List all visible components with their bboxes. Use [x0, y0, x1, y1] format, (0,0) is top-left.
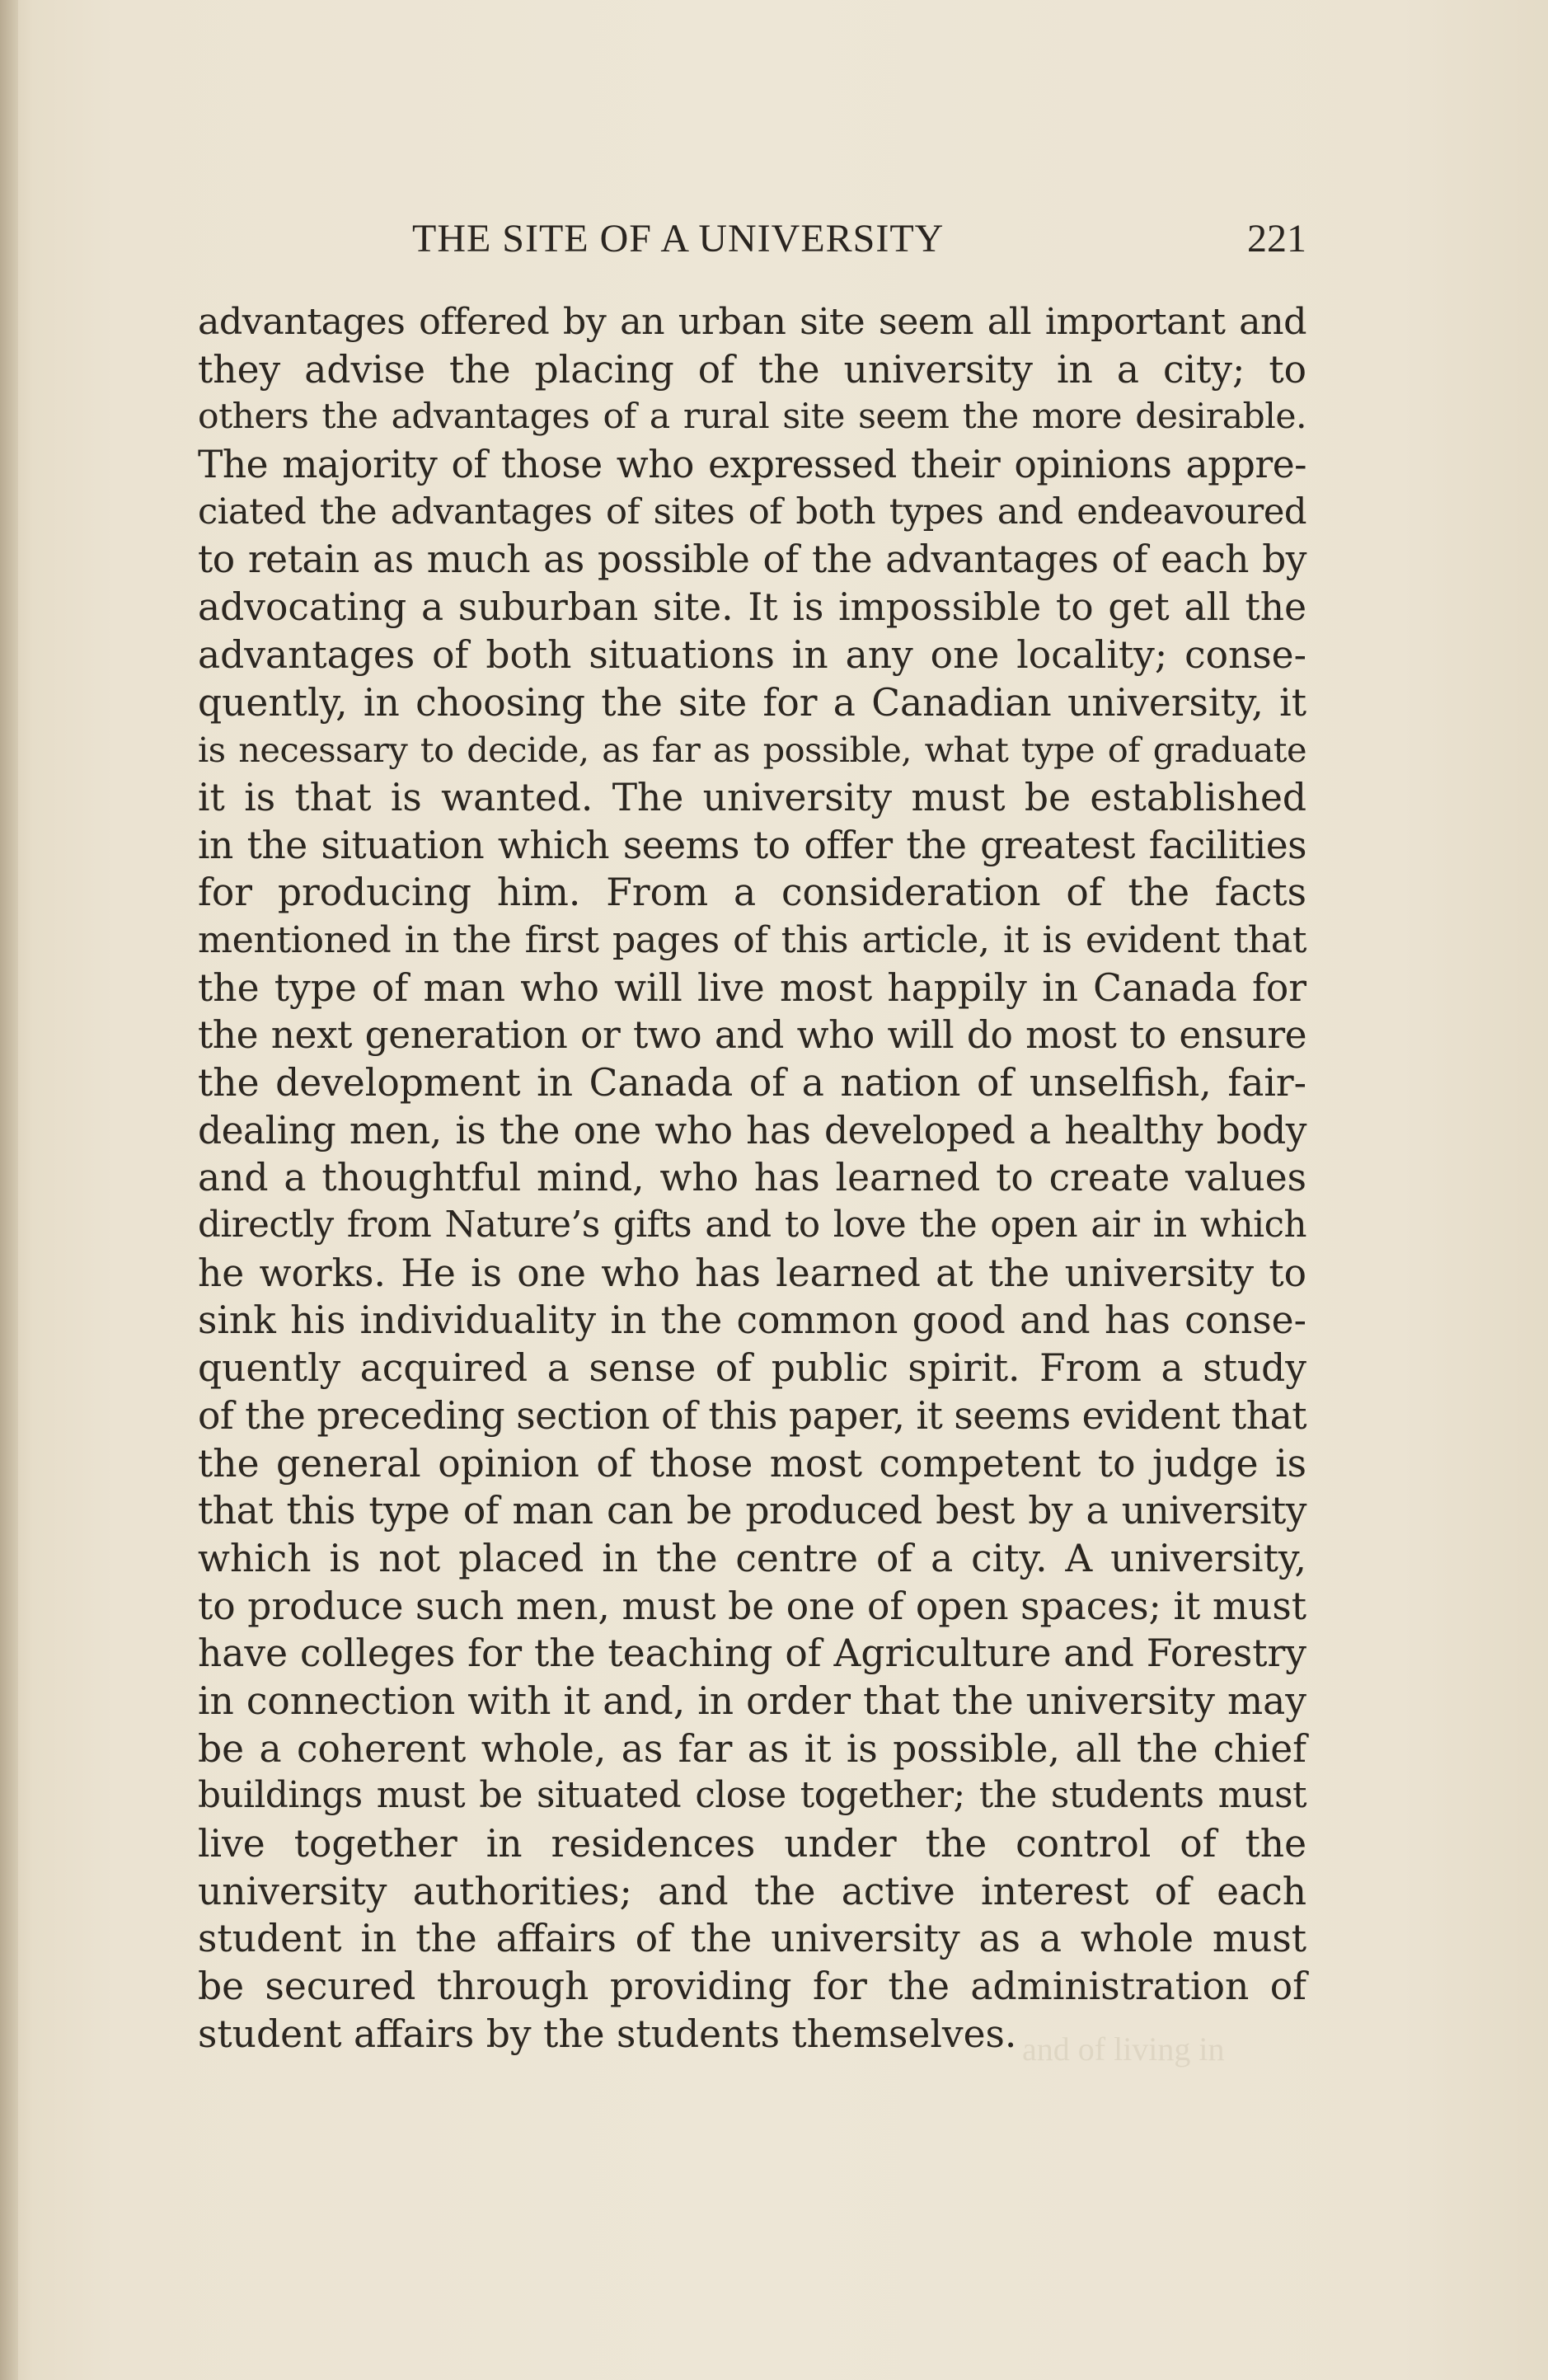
text-line: in the situation which seems to offer the greatest facilities — [198, 823, 1306, 867]
text-line: buildings must be situated close together; the students must — [198, 1775, 1306, 1817]
text-line: the general opinion of those most competent to judge is — [198, 1441, 1306, 1486]
text-line: advocating a suburban site. It is impossible to get all the — [198, 585, 1306, 630]
text-line: the next generation or two and who will do most to ensure — [198, 1013, 1306, 1058]
text-line: to retain as much as possible of the advantages of each by — [198, 537, 1306, 582]
text-line: advantages of both situations in any one locality; conse- — [198, 632, 1306, 677]
text-line: in connection with it and, in order that the university may — [198, 1678, 1306, 1723]
text-line: sink his individuality in the common good and has conse- — [198, 1298, 1306, 1343]
text-line: mentioned in the first pages of this article, it is evident that — [198, 918, 1306, 961]
text-line: university authorities; and the active interest of each — [198, 1869, 1306, 1913]
show-through-text: and of living in — [1022, 2030, 1225, 2068]
page-gutter — [0, 0, 18, 2380]
text-line: to produce such men, must be one of open spaces; it must — [198, 1584, 1306, 1628]
text-line: which is not placed in the centre of a city. A university, — [198, 1536, 1306, 1580]
running-head — [198, 216, 1306, 274]
text-line: student affairs by the students themselves. — [198, 2011, 1017, 2056]
text-line: it is that is wanted. The university must be established — [198, 775, 1306, 819]
text-line: have colleges for the teaching of Agriculture and Forestry — [198, 1631, 1306, 1676]
body-paragraph — [198, 298, 1306, 2058]
running-title: THE SITE OF A UNIVERSITY — [412, 217, 945, 261]
text-line: the development in Canada of a nation of unselfish, fair- — [198, 1061, 1306, 1105]
text-line: quently, in choosing the site for a Canadian university, it — [198, 680, 1306, 725]
text-line: he works. He is one who has learned at the university to — [198, 1251, 1306, 1295]
text-line: The majority of those who expressed their opinions appre- — [198, 443, 1306, 487]
text-line: advantages offered by an urban site seem all important and — [198, 301, 1306, 343]
text-line: the type of man who will live most happily in Canada for — [198, 965, 1306, 1010]
text-line: ciated the advantages of sites of both types and endeavoured — [198, 491, 1306, 533]
text-line: for producing him. From a consideration of the facts — [198, 871, 1306, 915]
text-line: directly from Nature’s gifts and to love the open air in which — [198, 1204, 1306, 1246]
page-number: 221 — [1247, 217, 1306, 261]
text-line: they advise the placing of the university in a city; to — [198, 347, 1306, 392]
text-line: be secured through providing for the administration of — [198, 1965, 1306, 2009]
text-line: is necessary to decide, as far as possible, what type of graduate — [198, 730, 1306, 771]
text-line: quently acquired a sense of public spirit. From a study — [198, 1346, 1306, 1391]
text-line: others the advantages of a rural site seem the more desirable. — [198, 397, 1306, 438]
text-line: live together in residences under the control of the — [198, 1822, 1306, 1866]
text-line: that this type of man can be produced best by a university — [198, 1489, 1306, 1533]
text-line: be a coherent whole, as far as it is possible, all the chief — [198, 1726, 1306, 1771]
text-line: of the preceding section of this paper, it seems evident that — [198, 1393, 1306, 1438]
text-line: student in the affairs of the university as a whole must — [198, 1917, 1306, 1961]
text-line: dealing men, is the one who has developed a healthy body — [198, 1108, 1306, 1152]
text-line: and a thoughtful mind, who has learned to create values — [198, 1156, 1306, 1200]
